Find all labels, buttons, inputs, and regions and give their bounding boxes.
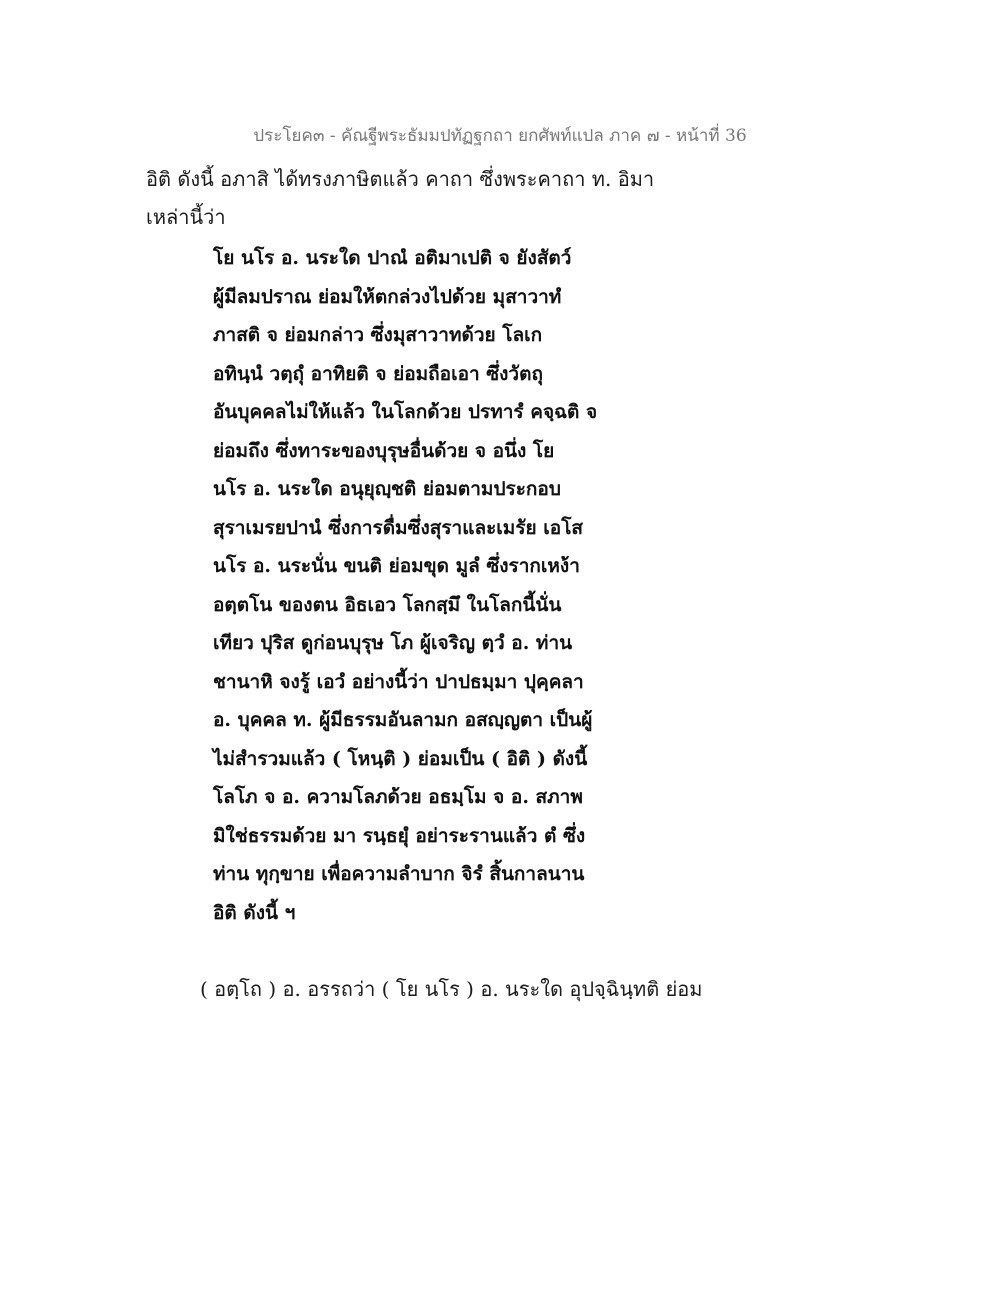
verse-line: เทียว ปุริส ดูก่อนบุรุษ โภ ผู้เจริญ ตฺวํ อ. ท่าน: [213, 632, 573, 654]
verse-line: นโร อ. นระใด อนุยุญฺชติ ย่อมตามประกอบ: [213, 478, 561, 500]
verse-line: ย่อมถึง ซึ่งทาระของบุรุษอื่นด้วย จ อนึ่ง โย: [213, 439, 555, 462]
intro-line: อิติ ดังนี้ อภาสิ ได้ทรงภาษิตแล้ว คาถา ซึ่งพระคาถา ท. อิมา: [146, 167, 655, 191]
verse-line: ท่าน ทุกฺขาย เพื่อความลำบาก จิรํ สิ้นกาลนาน: [213, 863, 585, 885]
verse-line: อตฺตโน ของตน อิธเอว โลกสฺมึ ในโลกนี้นั่น: [213, 593, 562, 616]
verse-line: มิใช่ธรรมด้วย มา รนฺธยุํ อย่าระรานแล้ว ตํ ซึ่ง: [213, 824, 586, 847]
commentary-line: ( อตฺโถ ) อ. อรรถว่า ( โย นโร ) อ. นระใด อุปจฺฉินฺทติ ย่อม: [200, 977, 703, 1001]
verse-line: อ. บุคคล ท. ผู้มีธรรมอันลามก อสญฺญตา เป็นผู้: [213, 709, 593, 731]
page-header: ประโยค๓ - คัณฐีพระธัมมปทัฏฐกถา ยกศัพท์แปล ภาค ๗ - หน้าที่ 36: [253, 126, 747, 146]
verse-line: สุราเมรยปานํ ซึ่งการดื่มซึ่งสุราและเมรัย เอโส: [213, 516, 583, 539]
verse-line: ชานาหิ จงรู้ เอวํ อย่างนี้ว่า ปาปธมฺมา ปุคฺคลา: [213, 670, 584, 693]
intro-paragraph: [146, 160, 866, 236]
verse-line: ภาสติ จ ย่อมกล่าว ซึ่งมุสาวาทด้วย โลเก: [213, 324, 543, 346]
verse-line: โลโภ จ อ. ความโลภด้วย อธมฺโม จ อ. สภาพ: [213, 786, 583, 808]
verse-line: ผู้มีลมปราณ ย่อมให้ตกล่วงไปด้วย มุสาวาทํ: [213, 285, 562, 308]
verse-line: ไม่สำรวมแล้ว ( โหนฺติ ) ย่อมเป็น ( อิติ ) ดังนี้: [213, 747, 588, 770]
verse-line: โย นโร อ. นระใด ปาณํ อติมาเปติ จ ยังสัตว์: [213, 247, 572, 269]
intro-line: เหล่านี้ว่า: [146, 205, 226, 229]
verse-block: [213, 239, 913, 932]
verse-line: อิติ ดังนี้ ฯ: [213, 901, 296, 924]
verse-line: นโร อ. นระนั่น ขนติ ย่อมขุด มูลํ ซึ่งรากเหง้า: [213, 555, 580, 577]
verse-line: อันบุคคลไม่ให้แล้ว ในโลกด้วย ปรทารํ คจฺฉติ จ: [213, 401, 598, 423]
verse-line: อทินฺนํ วตฺถุํ อาทิยติ จ ย่อมถือเอา ซึ่งวัตถุ: [213, 362, 543, 385]
